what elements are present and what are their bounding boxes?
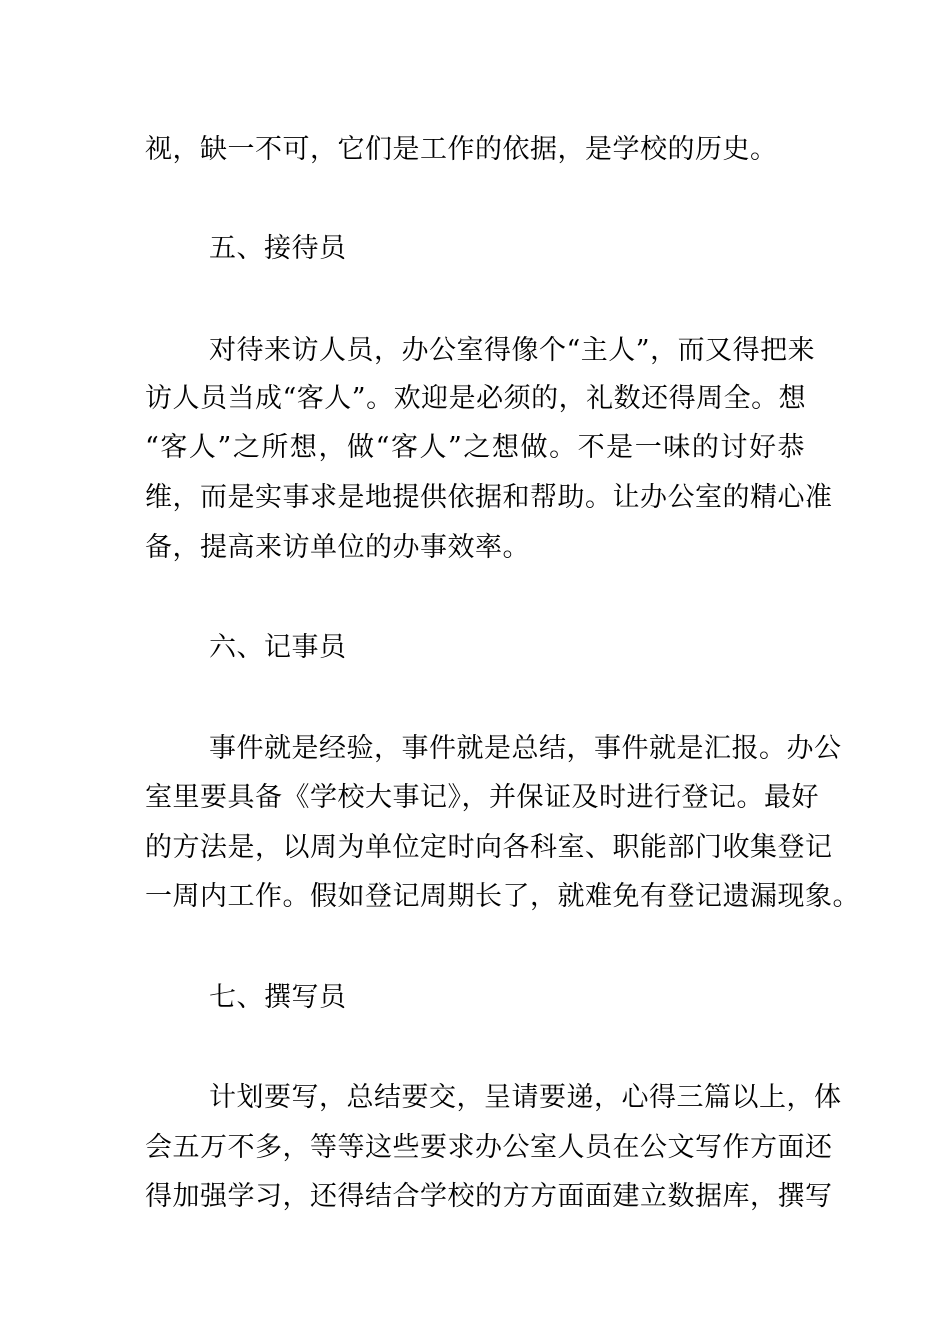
paragraph-line: 得加强学习，还得结合学校的方方面面建立数据库，撰写 [145,1181,833,1212]
paragraph-line: 计划要写，总结要交，呈请要递，心得三篇以上，体 [209,1082,842,1113]
paragraph-line: 对待来访人员，办公室得像个“主人”，而又得把来 [209,335,816,366]
paragraph-line: 备，提高来访单位的办事效率。 [145,532,530,563]
paragraph-line: 室里要具备《学校大事记》，并保证及时进行登记。最好 [145,782,819,813]
section-heading-reception: 五、接待员 [209,233,347,264]
section-heading-writer: 七、撰写员 [209,982,347,1013]
paragraph-line: 事件就是经验，事件就是总结，事件就是汇报。办公 [209,733,842,764]
section-heading-recorder: 六、记事员 [209,632,347,663]
paragraph-line: 一周内工作。假如登记周期长了，就难免有登记遗漏现象。 [145,881,860,912]
paragraph-line: 会五万不多，等等这些要求办公室人员在公文写作方面还 [145,1132,833,1163]
paragraph-line: 维，而是实事求是地提供依据和帮助。让办公室的精心准 [145,482,833,513]
paragraph-line: “客人”之所想，做“客人”之想做。不是一味的讨好恭 [145,432,805,463]
paragraph-line: 访人员当成“客人”。欢迎是必须的，礼数还得周全。想 [145,383,807,414]
paragraph-line-intro-tail: 视，缺一不可，它们是工作的依据，是学校的历史。 [145,134,778,165]
paragraph-line: 的方法是，以周为单位定时向各科室、职能部门收集登记 [145,832,833,863]
